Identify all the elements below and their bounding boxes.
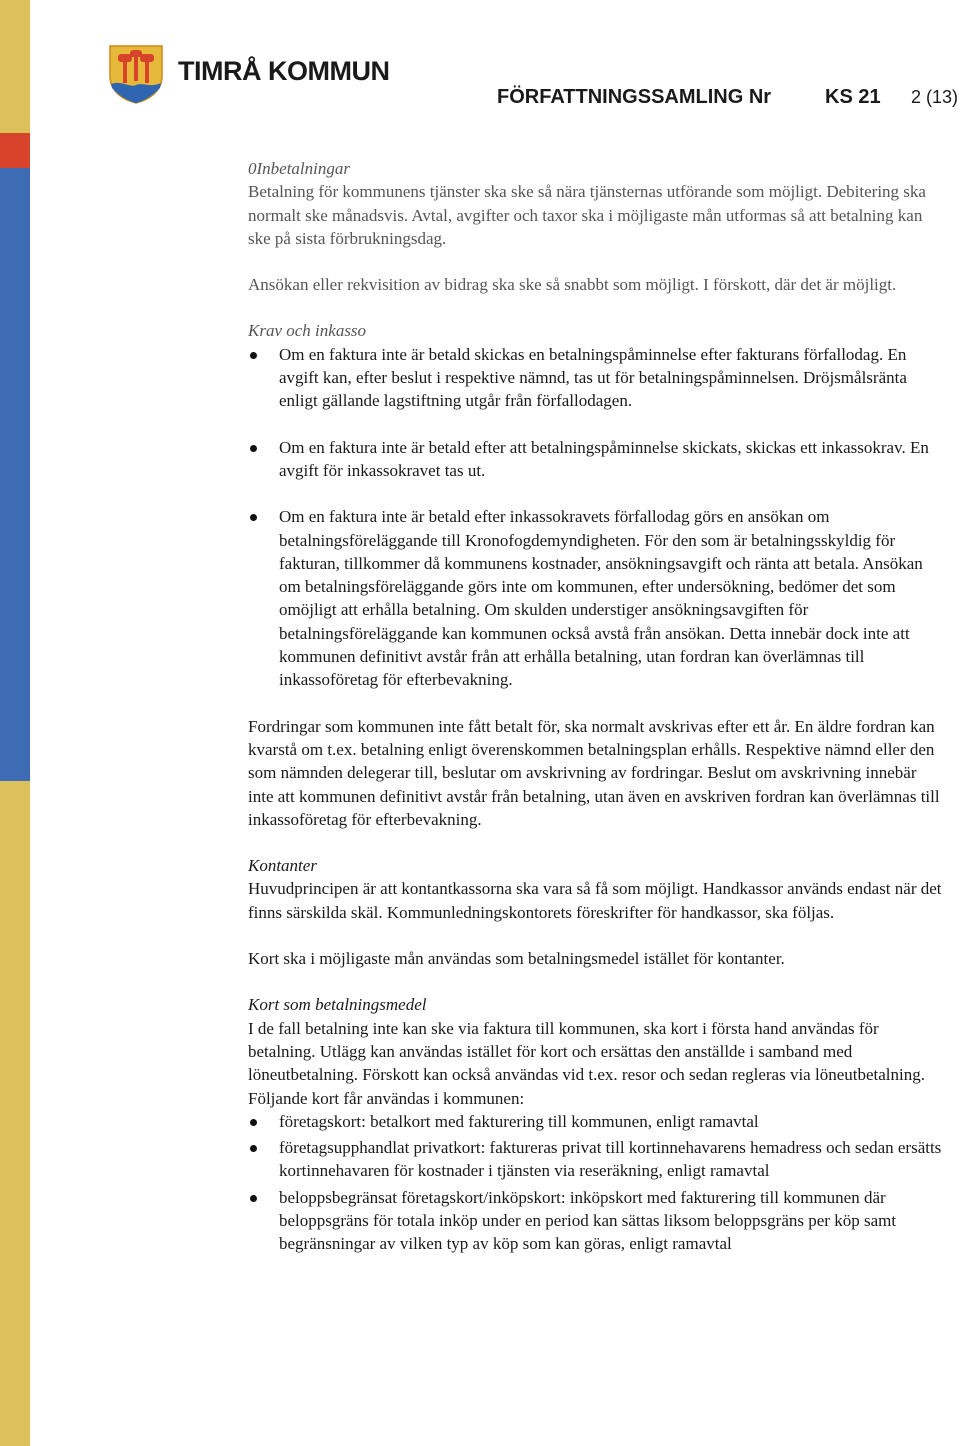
collection-number: KS 21: [825, 86, 881, 108]
margin-stripe-red: [0, 133, 30, 168]
paragraph-fordringar: Fordringar som kommunen inte fått betalt för, ska normalt avskrivas efter ett år. En äldre fordran kan kvarstå om t.ex. betalning enligt överenskommen betalningsplan erhålls. Respektive nämnd eller den som nämnden delegerar till, beslutar om avskrivning av fordringar. Beslut om avskrivning innebär inte att kommunen definitivt avstår från betalning, utan även en avskriven fordran kan överlämnas till inkassoföretag för efterbevakning.: [248, 716, 940, 829]
brand-name: TIMRÅ KOMMUN: [178, 56, 390, 86]
heading-inbetalningar: 0Inbetalningar: [248, 159, 350, 178]
margin-stripe-yellow-bottom: [0, 781, 30, 1446]
paragraph-kontanter-1: Huvudprincipen är att kontantkassorna ska vara så få som möjligt. Handkassor används endast när det finns särskilda skäl. Kommunledningskontorets föreskrifter för handkassor, ska följas.: [248, 879, 942, 922]
list-item: företagskort: betalkort med fakturering till kommunen, enligt ramavtal: [248, 1110, 943, 1133]
margin-stripe-blue: [0, 168, 30, 781]
list-item: Om en faktura inte är betald skickas en betalningspåminnelse efter fakturans förfallodag. En avgift kan, efter beslut i respektive nämnd, tas ut för betalningspåminnelsen. Dröjsmålsränta enligt gällande lagstiftning utgår från förfallodagen.: [248, 343, 943, 413]
collection-title: FÖRFATTNINGSSAMLING Nr: [497, 86, 772, 108]
list-item: Om en faktura inte är betald efter att betalningspåminnelse skickats, skickas ett inkassokrav. En avgift för inkassokravet tas ut.: [248, 436, 943, 483]
heading-krav-och-inkasso: Krav och inkasso: [248, 321, 367, 341]
kort-list: [248, 1110, 943, 1256]
krav-list: [248, 343, 943, 692]
paragraph-kontanter-2: Kort ska i möjligaste mån användas som betalningsmedel istället för kontanter.: [248, 949, 785, 969]
margin-stripe-yellow-top: [0, 0, 30, 133]
list-item: Om en faktura inte är betald efter inkassokravets förfallodag görs en ansökan om betalningsföreläggande till Kronofogdemyndigheten. För den som är betalningsskyldig för fakturan, tillkommer då kommunens kostnader, ansökningsavgift och ränta att betala. Ansökan om betalningsföreläggande görs inte om kommunen, efter undersökning, bedömer det som omöjligt att erhålla betalning. Om skulden understiger ansökningsavgiften för betalningsföreläggande kan kommunen också avstå från ansökan. Detta innebär dock inte att kommunen definitivt avstår från att erhålla betalning, utan fordran kan överlämnas till inkassoföretag för efterbevakning.: [248, 505, 943, 691]
paragraph-kort-1: I de fall betalning inte kan ske via faktura till kommunen, ska kort i första hand användas för betalning. Utlägg kan användas istället för kort och ersättas den anställde i samband med löneutbetalning. Förskott kan också användas vid t.ex. resor och sedan regleras via löneutbetalning. Följande kort får användas i kommunen:: [248, 1018, 925, 1108]
paragraph-inbetalningar-1: Betalning för kommunens tjänster ska ske så nära tjänsternas utförande som möjligt. Debitering ska normalt ske månadsvis. Avtal, avgifter och taxor ska i möjligaste mån utformas så att betalning kan ske på sista förbrukningsdag.: [248, 182, 926, 248]
list-item: beloppsbegränsat företagskort/inköpskort: inköpskort med fakturering till kommunen där beloppsgräns för totala inköp under en period kan sättas liksom beloppsgräns per köp samt begränsningar av vilken typ av köp som kan göras, enligt ramavtal: [248, 1186, 943, 1256]
document-body: [248, 157, 943, 1256]
coat-of-arms-icon: [108, 44, 164, 104]
heading-kort-som-betalningsmedel: Kort som betalningsmedel: [248, 995, 427, 1015]
list-item: företagsupphandlat privatkort: faktureras privat till kortinnehavarens hemadress och sedan ersätts kortinnehavaren för kostnader i tjänsten via reseräkning, enligt ramavtal: [248, 1136, 943, 1183]
page-indicator: 2 (13): [911, 87, 959, 107]
heading-kontanter: Kontanter: [248, 856, 317, 876]
paragraph-inbetalningar-2: Ansökan eller rekvisition av bidrag ska ske så snabbt som möjligt. I förskott, där det är möjligt.: [248, 275, 897, 295]
